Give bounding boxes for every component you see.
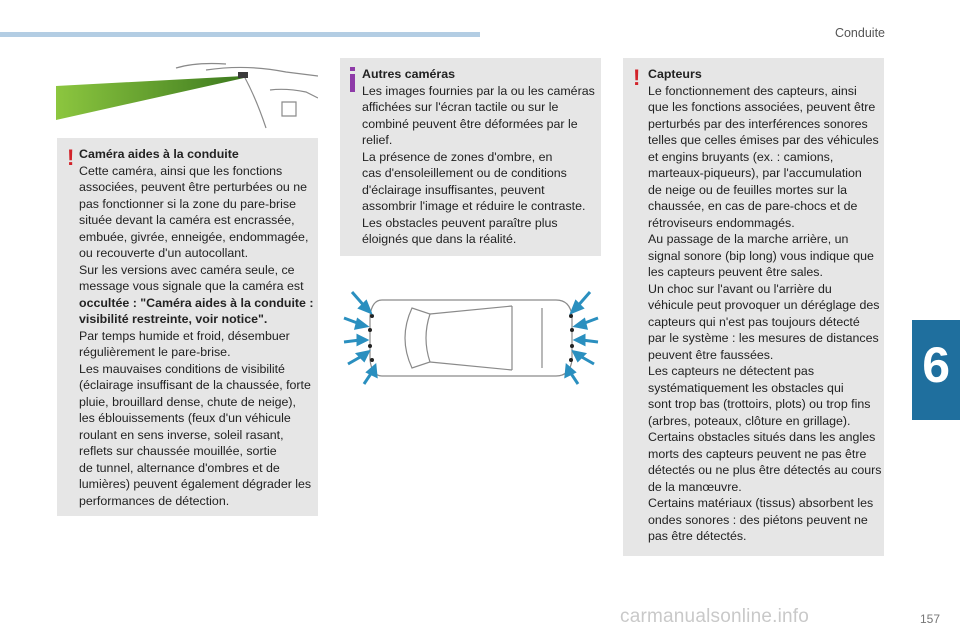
page-number: 157	[919, 612, 940, 626]
warning-icon: !	[633, 65, 641, 90]
watermark: carmanualsonline.info	[620, 606, 810, 627]
other-cameras-title: Autres caméras	[362, 67, 455, 81]
sensors-line: chaussée, en cas de pare-chocs et de	[648, 199, 858, 213]
camera-line: lumières) peuvent également dégrader les	[79, 477, 312, 491]
parking-sensors-illustration	[342, 286, 600, 390]
camera-line: roulant en sens inverse, soleil rasant,	[79, 427, 284, 442]
other-cameras-line: affichées sur l'écran tactile ou sur le	[362, 100, 559, 114]
camera-beam	[56, 76, 244, 120]
camera-line: occultée : "Caméra aides à la conduite :	[79, 295, 314, 310]
other-cameras-line: Les images fournies par la ou les caméras	[362, 83, 595, 98]
sensors-line: Un choc sur l'avant ou l'arrière du	[648, 281, 832, 296]
sensors-line: Certains obstacles situés dans les angles	[648, 430, 876, 444]
camera-line: régulièrement le pare-brise.	[79, 345, 231, 359]
windshield-outline	[405, 308, 430, 368]
sensors-line: perturbés par des interférences sonores	[648, 116, 868, 131]
camera-line: (éclairage insuffisant de la chaussée, forte	[79, 378, 311, 392]
camera-line: Les mauvaises conditions de visibilité	[79, 361, 285, 376]
header-rule	[0, 32, 480, 37]
sensors-line: systématiquement les obstacles qui	[648, 380, 844, 395]
sensors-line: que les fonctions associées, peuvent être	[648, 100, 876, 114]
sensors-line: par le système : les mesures de distances	[648, 331, 879, 345]
other-cameras-line: cas d'ensoleillement ou de conditions	[362, 166, 567, 180]
camera-line: de tunnel, alternance d'ombres et de	[79, 460, 280, 475]
camera-line: Cette caméra, ainsi que les fonctions	[79, 163, 283, 178]
windshield-camera-illustration	[56, 58, 318, 130]
camera-line: située devant la caméra est encrassée,	[79, 213, 295, 227]
warning-icon: !	[67, 145, 75, 170]
sensors-line: de neige ou de feuilles mortes sur la	[648, 182, 848, 197]
camera-warning-panel	[57, 138, 318, 516]
chapter-number: 6	[922, 337, 950, 393]
sensors-line: capteurs qui n'est pas toujours détecté	[648, 314, 860, 329]
camera-unit	[238, 72, 248, 78]
camera-line: associées, peuvent être perturbées ou ne	[79, 180, 307, 194]
sensor-dots	[368, 314, 574, 362]
camera-line: performances de détection.	[79, 493, 230, 508]
sensors-line: Certains matériaux (tissus) absorbent les	[648, 496, 874, 510]
camera-line: embuée, givrée, enneigée, endommagée,	[79, 229, 309, 244]
other-cameras-info-panel	[340, 58, 601, 256]
other-cameras-line: d'éclairage insuffisantes, peuvent	[362, 182, 545, 197]
other-cameras-line: Les obstacles peuvent paraître plus	[362, 215, 558, 230]
other-cameras-line: relief.	[362, 133, 393, 147]
section-title: Conduite	[834, 26, 885, 40]
camera-line: Sur les versions avec caméra seule, ce	[79, 262, 295, 277]
sensors-line: véhicule peut provoquer un déréglage des	[648, 298, 880, 312]
camera-line: pas fonctionner si la zone du pare-brise	[79, 196, 296, 211]
sensors-line: peuvent être faussées.	[648, 347, 774, 362]
sensors-line: Le fonctionnement des capteurs, ainsi	[648, 83, 857, 98]
sensors-line: de la manœuvre.	[648, 479, 742, 494]
other-cameras-line: assombrir l'image et réduire le contraste.	[362, 199, 586, 213]
sensors-line: détectés ou ne plus être détectés au cours	[648, 463, 882, 477]
sensors-line: signal sonore (bip long) vous indique que	[648, 248, 874, 263]
other-cameras-line: combiné peuvent être déformées par le	[362, 116, 578, 131]
camera-title: Caméra aides à la conduite	[79, 147, 239, 161]
camera-line: message vous signale que la caméra est	[79, 279, 304, 293]
sensors-line: pas être détectés.	[648, 529, 747, 543]
sensors-line: ondes sonores : des piétons peuvent ne	[648, 512, 868, 527]
sensors-line: Au passage de la marche arrière, un	[648, 232, 849, 246]
camera-line: visibilité restreinte, voir notice".	[79, 312, 268, 326]
sensors-line: et engins bruyants (ex. : camions,	[648, 149, 834, 164]
sensors-line: morts des capteurs peuvent ne pas être	[648, 446, 867, 461]
sensor-arrows	[344, 292, 598, 384]
other-cameras-line: éloignés que dans la réalité.	[362, 232, 517, 246]
sensors-line: marteaux-piqueurs), par l'accumulation	[648, 166, 862, 180]
sensors-line: rétroviseurs endommagés.	[648, 215, 795, 230]
sensors-warning-panel	[623, 58, 884, 556]
camera-line: reflets sur chaussée mouillée, sortie	[79, 444, 277, 458]
camera-line: ou recouverte d'un autocollant.	[79, 246, 249, 260]
sensors-line: sont trop bas (trottoirs, plots) ou trop fins	[648, 397, 871, 411]
sensors-line: telles que celles émises par des véhicules	[648, 133, 879, 147]
sensors-line: les capteurs peuvent être sales.	[648, 265, 823, 279]
camera-line: les éblouissements (feux d'un véhicule	[79, 411, 291, 425]
camera-line: pluie, brouillard dense, chute de neige),	[79, 394, 296, 409]
sensors-title: Capteurs	[648, 67, 702, 81]
sensors-line: (arbres, poteaux, clôture en grillage).	[648, 413, 851, 428]
camera-line: Par temps humide et froid, désembuer	[79, 328, 290, 343]
other-cameras-line: La présence de zones d'ombre, en	[362, 149, 553, 164]
sensors-line: Les capteurs ne détectent pas	[648, 364, 815, 378]
